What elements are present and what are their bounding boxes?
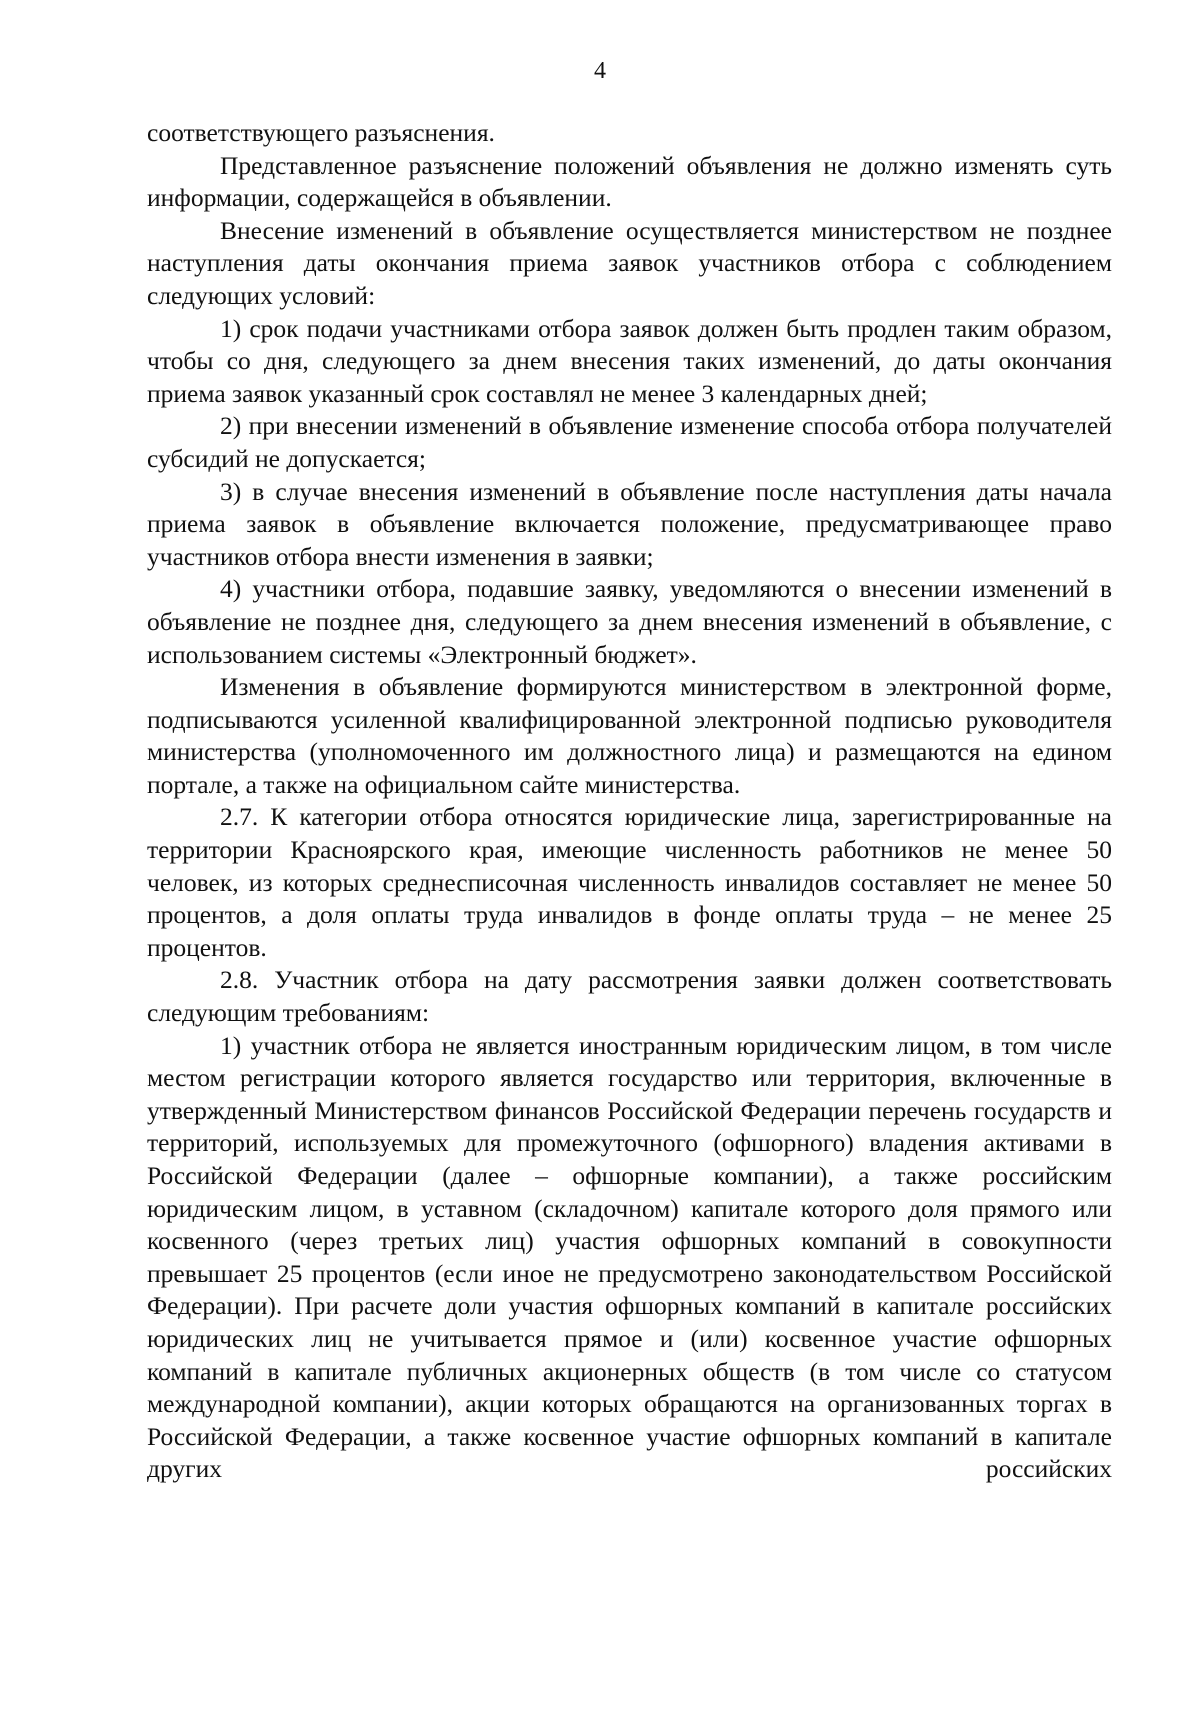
list-item-condition-1: 1) срок подачи участниками отбора заявок должен быть продлен таким образом, чтобы со дня, следующего за днем внесения таких изменений, до даты окончания приема заявок указанный срок составлял не менее 3 календарных дней; <box>147 313 1112 408</box>
section-2-8: 2.8. Участник отбора на дату рассмотрения заявки должен соответствовать следующим требованиям: <box>147 965 1112 1028</box>
list-item-condition-3: 3) в случае внесения изменений в объявление после наступления даты начала приема заявок в объявление включается положение, предусматривающее право участников отбора внести изменения в заявки; <box>147 476 1112 571</box>
list-item-requirement-1: 1) участник отбора не является иностранным юридическим лицом, в том числе местом регистрации которого является государство или территория, включенные в утвержденный Министерством финансов Российской Федерации перечень государств и территорий, используемых для промежуточного (офшорного) владения активами в Российской Федерации (далее – офшорные компании), а также российским юридическим лицом, в уставном (складочном) капитале которого доля прямого или косвенного (через третьих лиц) участия офшорных компаний в совокупности превышает 25 процентов (если иное не предусмотрено законодательством Российской Федерации). При расчете доли участия офшорных компаний в капитале российских юридических лиц не учитывается прямое и (или) косвенное участие офшорных компаний в капитале публичных акционерных обществ (в том числе со статусом международной компании), акции которых обращаются на организованных торгах в Российской Федерации, а также косвенное участие офшорных компаний в капитале других российских <box>147 1030 1112 1484</box>
paragraph-clarification-scope: Представленное разъяснение положений объявления не должно изменять суть информации, содержащейся в объявлении. <box>147 150 1112 213</box>
page-number: 4 <box>594 58 606 84</box>
list-item-condition-2: 2) при внесении изменений в объявление изменение способа отбора получателей субсидий не допускается; <box>147 411 1112 473</box>
document-body <box>147 117 1112 1486</box>
paragraph-continuation: соответствующего разъяснения. <box>147 118 495 147</box>
paragraph-amendment-publication: Изменения в объявление формируются министерством в электронной форме, подписываются усиленной квалифицированной электронной подписью руководителя министерства (уполномоченного им должностного лица) и размещаются на едином портале, а также на официальном сайте министерства. <box>147 672 1112 799</box>
list-item-condition-4: 4) участники отбора, подавшие заявку, уведомляются о внесении изменений в объявление не позднее дня, следующего за днем внесения изменений в объявление, с использованием системы «Электронный бюджет». <box>147 574 1112 669</box>
section-2-7: 2.7. К категории отбора относятся юридические лица, зарегистрированные на территории Красноярского края, имеющие численность работников не менее 50 человек, из которых среднесписочная численность инвалидов составляет не менее 50 процентов, а доля оплаты труда инвалидов в фонде оплаты труда – не менее 25 процентов. <box>147 802 1112 962</box>
paragraph-amendment-conditions: Внесение изменений в объявление осуществляется министерством не позднее наступления даты окончания приема заявок участников отбора с соблюдением следующих условий: <box>147 215 1112 310</box>
